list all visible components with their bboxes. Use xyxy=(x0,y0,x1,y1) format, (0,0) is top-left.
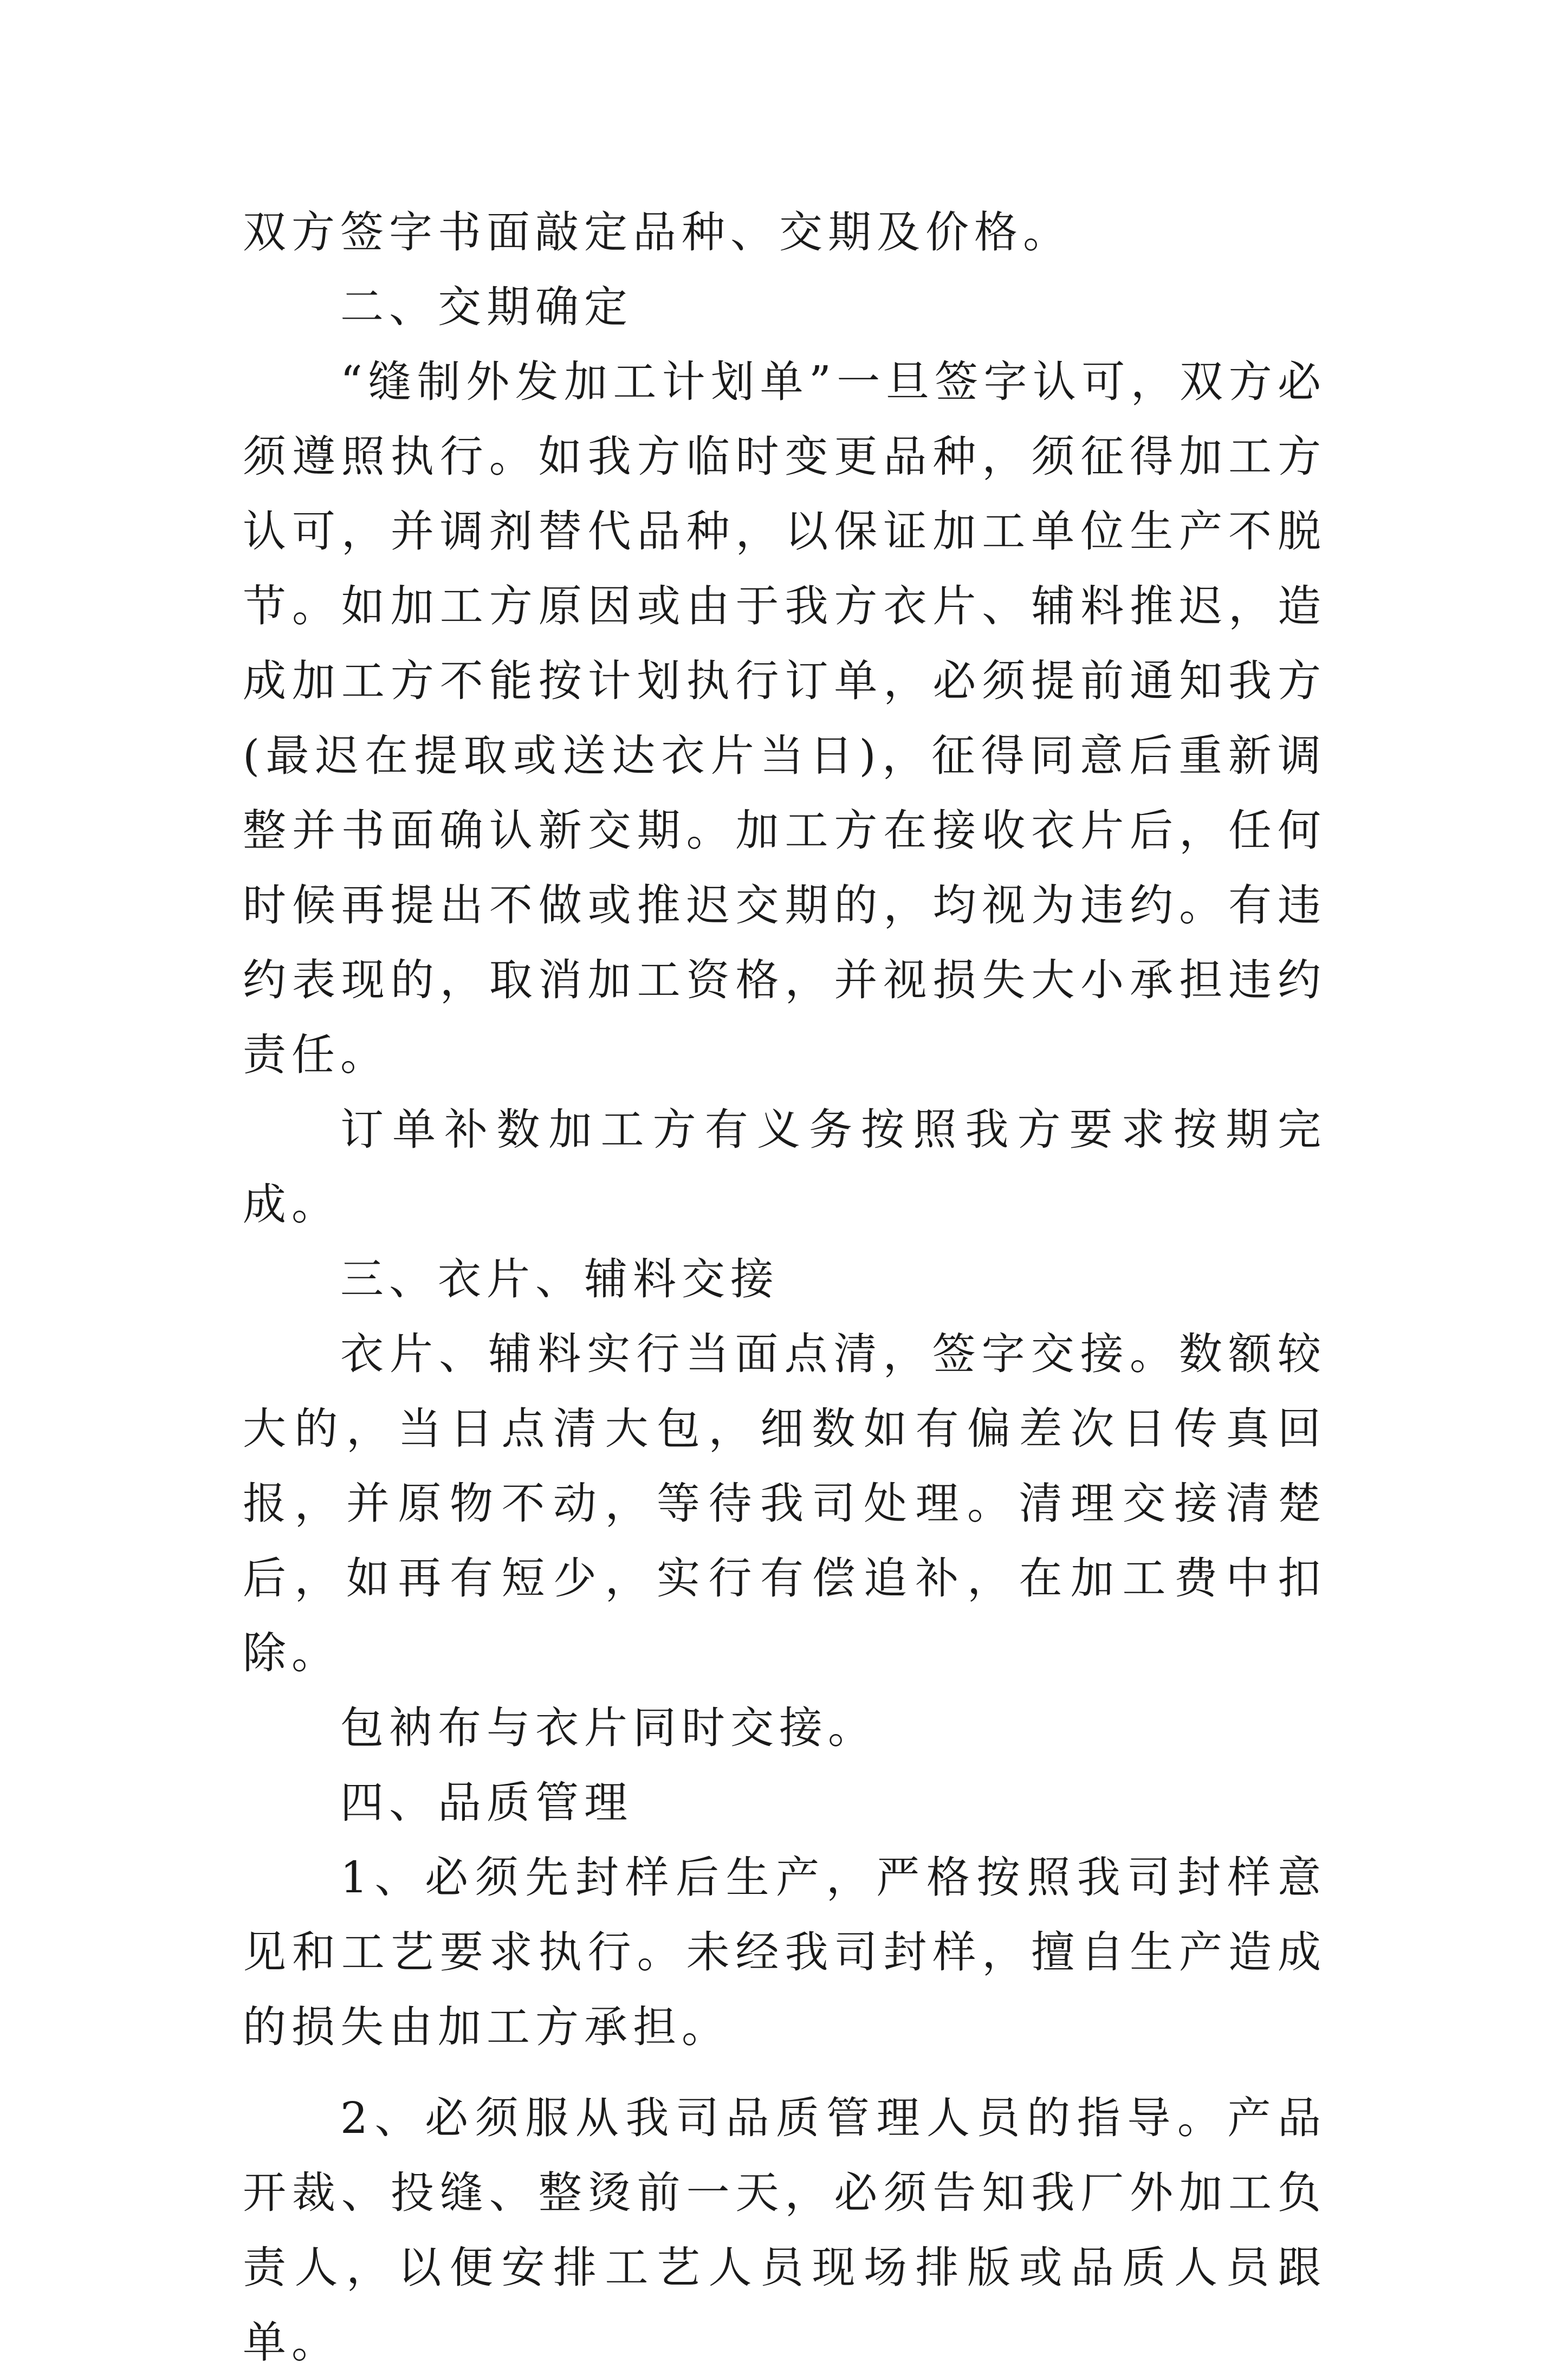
paragraph-lining-handover: 包衲布与衣片同时交接。 xyxy=(340,1703,877,1753)
paragraph-quality-item-1: 1、必须先封样后生产，严格按照我司封样意见和工艺要求执行。未经我司封样，擅自生产造成的损失由加工方承担。 xyxy=(243,1852,1326,2052)
paragraph-order-supplement: 订单补数加工方有义务按照我方要求按期完成。 xyxy=(243,1104,1326,1230)
paragraph-materials-handover: 衣片、辅料实行当面点清，签字交接。数额较大的，当日点清大包，细数如有偏差次日传真回报，并原物不动，等待我司处理。清理交接清楚后，如再有短少，实行有偿追补，在加工费中扣除。 xyxy=(243,1329,1326,1678)
paragraph-delivery-rules: “缝制外发加工计划单”一旦签字认可，双方必须遵照执行。如我方临时变更品种，须征得加工方认可，并调剂替代品种，以保证加工单位生产不脱节。如加工方原因或由于我方衣片、辅料推迟，造成加工方不能按计划执行订单，必须提前通知我方(最迟在提取或送达衣片当日)，征得同意后重新调整并书面确认新交期。加工方在接收衣片后，任何时候再提出不做或推迟交期的，均视为违约。有违约表现的，取消加工资格，并视损失大小承担违约责任。 xyxy=(243,357,1326,1080)
heading-materials-handover: 三、衣片、辅料交接 xyxy=(340,1254,779,1304)
heading-delivery-confirmation: 二、交期确定 xyxy=(340,282,633,332)
paragraph-price-confirmation: 双方签字书面敲定品种、交期及价格。 xyxy=(243,207,1072,257)
document-body xyxy=(243,195,1326,2380)
paragraph-quality-item-2: 2、必须服从我司品质管理人员的指导。产品开裁、投缝、整烫前一天，必须告知我厂外加工负责人，以便安排工艺人员现场排版或品质人员跟单。 xyxy=(243,2093,1326,2368)
heading-quality-management: 四、品质管理 xyxy=(340,1777,633,1828)
